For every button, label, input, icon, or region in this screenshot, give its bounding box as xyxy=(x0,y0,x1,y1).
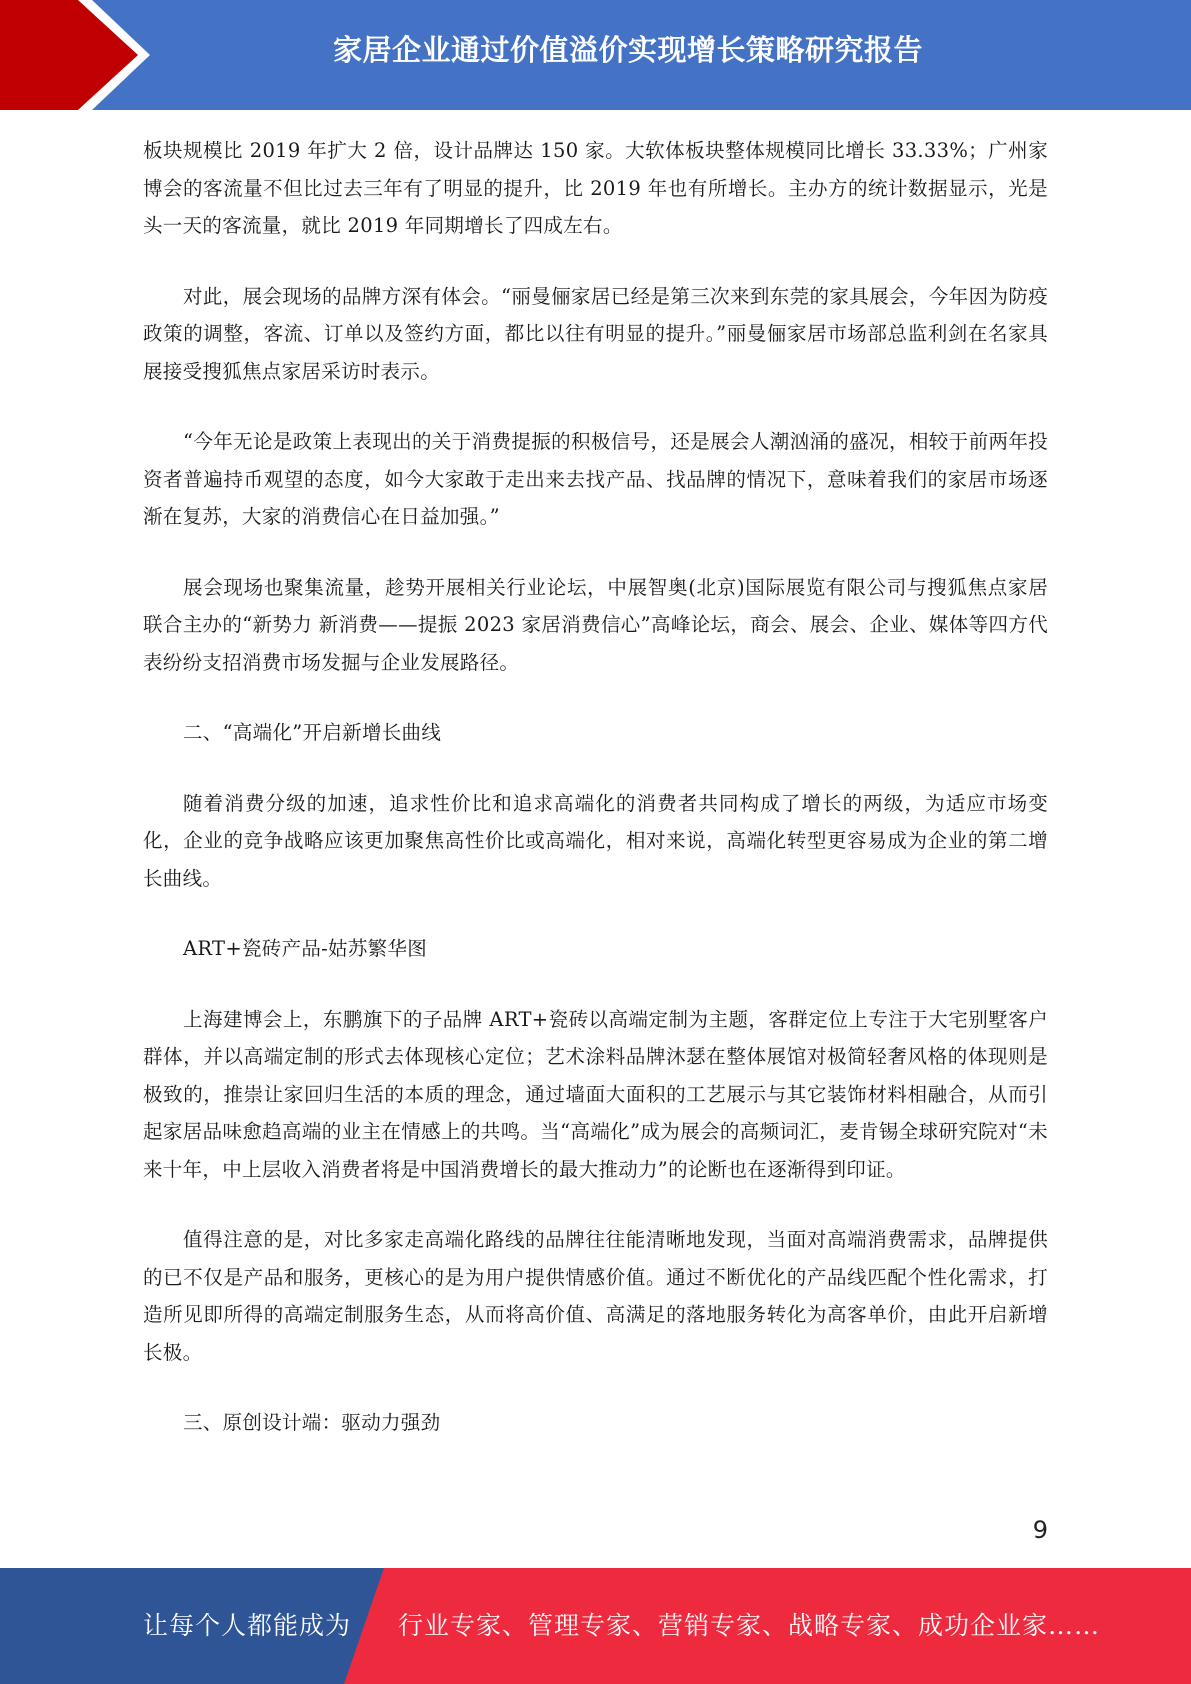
footer-slogan-left: 让每个人都能成为 xyxy=(143,1611,352,1640)
section-heading: 二、“高端化”开启新增长曲线 xyxy=(183,721,442,744)
page-footer xyxy=(0,1568,1191,1684)
report-title: 家居企业通过价值溢价实现增长策略研究报告 xyxy=(332,33,923,67)
page-header xyxy=(0,0,1191,110)
body-paragraph: 随着消费分级的加速，追求性价比和追求高端化的消费者共同构成了增长的两级，为适应市场变化，企业的竞争战略应该更加聚焦高性价比或高端化，相对来说，高端化转型更容易成为企业的第二增长曲线。 xyxy=(143,791,1048,890)
body-paragraph: 对此，展会现场的品牌方深有体会。“丽曼俪家居已经是第三次来到东莞的家具展会，今年因为防疫政策的调整，客流、订单以及签约方面，都比以往有明显的提升。”丽曼俪家居市场部总监利剑在名家具展接受搜狐焦点家居采访时表示。 xyxy=(143,284,1048,383)
body-paragraph: 展会现场也聚集流量，趁势开展相关行业论坛，中展智奥(北京)国际展览有限公司与搜狐焦点家居联合主办的“新势力 新消费——提振 2023 家居消费信心”高峰论坛，商会、展会、企业、媒体等四方代表纷纷支招消费市场发掘与企业发展路径。 xyxy=(143,575,1048,674)
body-paragraph: 值得注意的是，对比多家走高端化路线的品牌往往能清晰地发现，当面对高端消费需求，品牌提供的已不仅是产品和服务，更核心的是为用户提供情感价值。通过不断优化的产品线匹配个性化需求，打造所见即所得的高端定制服务生态，从而将高价值、高满足的落地服务转化为高客单价，由此开启新增长极。 xyxy=(143,1228,1048,1364)
footer-slogan-right: 行业专家、管理专家、营销专家、战略专家、成功企业家…… xyxy=(398,1611,1101,1640)
body-paragraph: “今年无论是政策上表现出的关于消费提振的积极信号，还是展会人潮汹涌的盛况，相较于前两年投资者普遍持币观望的态度，如今大家敢于走出来去找产品、找品牌的情况下，意味着我们的家居市场逐渐在复苏，大家的消费信心在日益加强。” xyxy=(143,430,1048,528)
header-arrow-icon xyxy=(0,0,160,110)
document-body xyxy=(143,132,1048,1475)
page-number: 9 xyxy=(1032,1516,1048,1544)
section-heading: 三、原创设计端：驱动力强劲 xyxy=(183,1411,441,1434)
body-paragraph: 板块规模比 2019 年扩大 2 倍，设计品牌达 150 家。大软体板块整体规模同比增长 33.33%；广州家博会的客流量不但比过去三年有了明显的提升，比 2019 年也有所增长。主办方的统计数据显示，光是头一天的客流量，就比 2019 年同期增长了四成左右。 xyxy=(143,139,1048,237)
body-paragraph: 上海建博会上，东鹏旗下的子品牌 ART+瓷砖以高端定制为主题，客群定位上专注于大宅别墅客户群体，并以高端定制的形式去体现核心定位；艺术涂料品牌沐瑟在整体展馆对极简轻奢风格的体现则是极致的，推崇让家回归生活的本质的理念，通过墙面大面积的工艺展示与其它装饰材料相融合，从而引起家居品味愈趋高端的业主在情感上的共鸣。当“高端化”成为展会的高频词汇，麦肯锡全球研究院对“未来十年，中上层收入消费者将是中国消费增长的最大推动力”的论断也在逐渐得到印证。 xyxy=(143,1007,1048,1181)
section-heading: ART+瓷砖产品-姑苏繁华图 xyxy=(183,937,428,960)
